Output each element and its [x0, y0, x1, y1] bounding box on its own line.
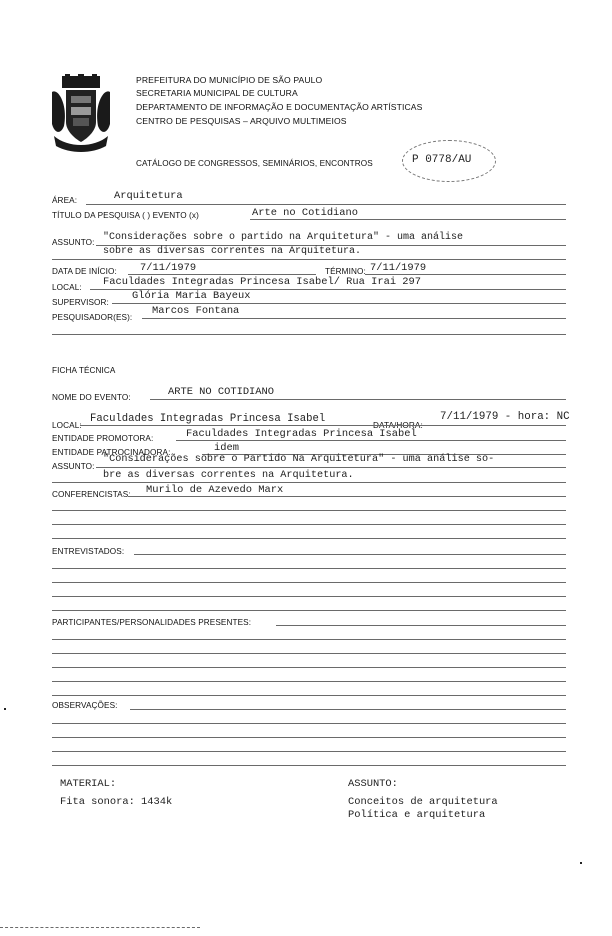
catalog-label: CATÁLOGO DE CONGRESSOS, SEMINÁRIOS, ENCONTROS: [136, 159, 373, 168]
conferencistas-value: Murilo de Azevedo Marx: [146, 484, 284, 496]
ficha-assunto-line-2-value: bre as diversas correntes na Arquitetura.: [103, 470, 354, 481]
catalog-number: P 0778/AU: [412, 154, 472, 166]
entrevistados-line-3: [52, 582, 566, 583]
supervisor-line: [112, 303, 566, 304]
page-bottom-edge: [0, 927, 200, 928]
pesquisadores-label: PESQUISADOR(ES):: [52, 313, 133, 322]
ficha-assunto-line-1: [96, 467, 566, 468]
local-value: Faculdades Integradas Princesa Isabel/ Rua Irai 297: [103, 276, 422, 288]
entrevistados-line-2: [52, 568, 566, 569]
assunto-value-line-1: "Considerações sobre o partido na Arquitetura" - uma análise: [103, 232, 464, 243]
pesquisadores-line-2: [52, 334, 566, 335]
assunto-value-line-2: sobre as diversas correntes na Arquitetura.: [103, 246, 362, 257]
scan-speck: [580, 862, 582, 864]
observacoes-line-5: [52, 765, 566, 766]
area-line: [86, 204, 566, 205]
termino-value: 7/11/1979: [370, 262, 427, 274]
ficha-assunto-line-2: [52, 482, 566, 483]
scan-speck: [4, 708, 6, 710]
participantes-line-6: [52, 695, 566, 696]
area-label: ÁREA:: [52, 196, 78, 205]
assunto-label: ASSUNTO:: [52, 238, 95, 247]
termino-line: [365, 274, 566, 275]
ficha-title: FICHA TÉCNICA: [52, 366, 116, 375]
promotora-line: [176, 440, 566, 441]
local-label: LOCAL:: [52, 283, 82, 292]
promotora-value: Faculdades Integradas Princesa Isabel: [186, 428, 417, 440]
header-line-2: SECRETARIA MUNICIPAL DE CULTURA: [136, 88, 298, 98]
participantes-line-3: [52, 653, 566, 654]
header-line-1: PREFEITURA DO MUNICÍPIO DE SÃO PAULO: [136, 75, 323, 85]
pesquisadores-value: Marcos Fontana: [152, 305, 240, 317]
observacoes-line-1: [130, 709, 566, 710]
conferencistas-blank-1: [52, 510, 566, 511]
participantes-line-5: [52, 681, 566, 682]
patrocinadora-value: idem: [214, 442, 239, 454]
ficha-local-value: Faculdades Integradas Princesa Isabel: [90, 413, 326, 425]
titulo-line: [250, 219, 566, 220]
ficha-local-line: [80, 425, 566, 426]
entrevistados-line-1: [134, 554, 566, 555]
conferencistas-line: [128, 496, 566, 497]
nome-evento-value: ARTE NO COTIDIANO: [168, 386, 275, 398]
pesquisadores-line-1: [142, 318, 566, 319]
datahora-label: DATA/HORA:: [373, 421, 423, 430]
participantes-line-4: [52, 667, 566, 668]
area-value: Arquitetura: [114, 190, 183, 202]
footer-assunto-line-1: Conceitos de arquitetura: [348, 796, 498, 808]
termino-label: TÉRMINO:: [325, 267, 366, 276]
entrevistados-line-4: [52, 596, 566, 597]
inicio-line: [128, 274, 316, 275]
supervisor-label: SUPERVISOR:: [52, 298, 109, 307]
entrevistados-line-5: [52, 610, 566, 611]
conferencistas-label: CONFERENCISTAS:: [52, 490, 131, 499]
observacoes-line-4: [52, 751, 566, 752]
inicio-value: 7/11/1979: [140, 262, 197, 274]
header-line-3: DEPARTAMENTO DE INFORMAÇÃO E DOCUMENTAÇÃO ARTÍSTICAS: [136, 102, 423, 112]
material-label: MATERIAL:: [60, 778, 117, 790]
titulo-label: TÍTULO DA PESQUISA ( ) EVENTO (x): [52, 211, 199, 220]
conferencistas-blank-3: [52, 538, 566, 539]
participantes-line-1: [276, 625, 566, 626]
material-value: Fita sonora: 1434k: [60, 796, 173, 808]
conferencistas-blank-2: [52, 524, 566, 525]
observacoes-label: OBSERVAÇÕES:: [52, 701, 118, 710]
footer-assunto-line-2: Política e arquitetura: [348, 809, 486, 821]
datahora-value: 7/11/1979 - hora: NC: [440, 411, 570, 423]
inicio-label: DATA DE INÍCIO:: [52, 267, 117, 276]
titulo-value: Arte no Cotidiano: [252, 207, 359, 219]
coat-of-arms-icon: [48, 74, 114, 156]
footer-assunto-label: ASSUNTO:: [348, 778, 398, 790]
observacoes-line-3: [52, 737, 566, 738]
header-line-4: CENTRO DE PESQUISAS – ARQUIVO MULTIMEIOS: [136, 116, 347, 126]
participantes-line-2: [52, 639, 566, 640]
participantes-label: PARTICIPANTES/PERSONALIDADES PRESENTES:: [52, 618, 252, 627]
ficha-assunto-line-1-value: "Considerações sobre o Partido Na Arquitetura" - uma análise so-: [103, 454, 495, 465]
promotora-label: ENTIDADE PROMOTORA:: [52, 434, 154, 443]
assunto-line-2: [52, 259, 566, 260]
supervisor-value: Glória Maria Bayeux: [132, 290, 251, 302]
ficha-assunto-label: ASSUNTO:: [52, 462, 95, 471]
nome-evento-line: [150, 399, 566, 400]
ficha-local-label: LOCAL:: [52, 421, 82, 430]
nome-evento-label: NOME DO EVENTO:: [52, 393, 131, 402]
entrevistados-label: ENTREVISTADOS:: [52, 547, 125, 556]
observacoes-line-2: [52, 723, 566, 724]
patrocinadora-label: ENTIDADE PATROCINADORA:: [52, 448, 171, 457]
